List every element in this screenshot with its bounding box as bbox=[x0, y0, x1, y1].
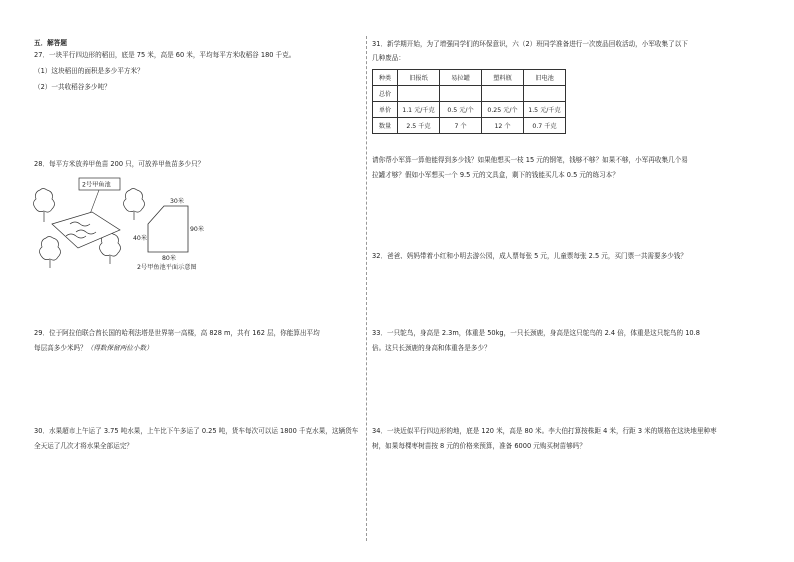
q30-line2: 全天运了几次才将水果全部运完？ bbox=[34, 442, 133, 450]
table-header-cell: 旧报纸 bbox=[398, 70, 440, 86]
q28-stem: 28．每平方米放养甲鱼苗 200 只，可放养甲鱼苗多少只？ bbox=[34, 160, 205, 168]
pond-plan-shape bbox=[148, 206, 188, 252]
tree-icon bbox=[34, 189, 55, 223]
pond-label: 2号甲鱼池 bbox=[82, 181, 111, 189]
column-divider bbox=[366, 36, 367, 541]
table-cell: 12 个 bbox=[482, 118, 524, 134]
table-row bbox=[373, 86, 566, 102]
table-row bbox=[373, 118, 566, 134]
table-row bbox=[373, 102, 566, 118]
dim-bottom: 80米 bbox=[162, 255, 177, 262]
q34-line2: 树，如果每棵枣树苗按 8 元的价格来预算，准备 6000 元购买树苗够吗？ bbox=[372, 442, 586, 450]
table-cell: 7 个 bbox=[440, 118, 482, 134]
q29-note: （得数保留两位小数） bbox=[86, 344, 153, 352]
table-cell: 0.7 千克 bbox=[524, 118, 566, 134]
waste-items-table bbox=[372, 69, 566, 134]
q29-line2: 每层高多少米吗？ bbox=[34, 344, 87, 352]
table-cell: 总价 bbox=[373, 86, 398, 102]
table-cell bbox=[524, 86, 566, 102]
q34-line1: 34．一块近似平行四边形的地，底是 120 米，高是 80 米。李大伯打算按株距 4 米，行距 3 米的规格在这块地里种枣 bbox=[372, 427, 717, 435]
dim-top: 30米 bbox=[170, 198, 185, 205]
figure-caption: 2号甲鱼池平面示意图 bbox=[137, 264, 197, 271]
q27-part1: （1）这块稻田的面积是多少平方米？ bbox=[34, 67, 144, 75]
table-header-cell: 种类 bbox=[373, 70, 398, 86]
q31-after1: 请你帮小军算一算他能得到多少钱？如果他想买一枝 15 元的钢笔，钱够不够？如果不够，小军再收集几个易 bbox=[372, 156, 688, 164]
q31-line2: 几种废品： bbox=[372, 54, 405, 62]
q27-stem: 27．一块平行四边形的稻田，底是 75 米，高是 60 米，平均每平方米收稻谷 180 千克。 bbox=[34, 51, 296, 59]
q27-part2: （2）一共收稻谷多少吨？ bbox=[34, 83, 111, 91]
dim-right: 90米 bbox=[190, 226, 205, 233]
q33-line1: 33．一只鸵鸟，身高是 2.3m，体重是 50kg，一只长颈鹿，身高是这只鸵鸟的 2.4 倍，体重是这只鸵鸟的 10.8 bbox=[372, 329, 700, 337]
table-cell: 0.5 元/个 bbox=[440, 102, 482, 118]
table-cell: 0.25 元/个 bbox=[482, 102, 524, 118]
q33-line2: 倍。这只长颈鹿的身高和体重各是多少？ bbox=[372, 344, 491, 352]
table-cell: 1.5 元/千克 bbox=[524, 102, 566, 118]
table-header-cell: 易拉罐 bbox=[440, 70, 482, 86]
q31-line1: 31．新学期开始，为了增强同学们的环保意识，六（2）班同学准备进行一次废品回收活动，小军收集了以下 bbox=[372, 40, 688, 48]
table-cell: 单价 bbox=[373, 102, 398, 118]
tree-icon bbox=[124, 189, 145, 221]
table-cell: 1.1 元/千克 bbox=[398, 102, 440, 118]
dim-left: 40米 bbox=[133, 235, 148, 242]
q32-line1: 32．爸爸、妈妈带着小红和小明去游公园，成人票每张 5 元，儿童票每张 2.5 元，买门票一共需要多少钱？ bbox=[372, 252, 687, 260]
table-cell bbox=[482, 86, 524, 102]
tree-icon bbox=[40, 237, 61, 269]
table-header-cell: 旧电池 bbox=[524, 70, 566, 86]
q30-line1: 30．水果超市上午运了 3.75 吨水果，上午比下午多运了 0.25 吨，货车每次可以运 1800 千克水果，这辆货车 bbox=[34, 427, 359, 435]
table-header-cell: 塑料瓶 bbox=[482, 70, 524, 86]
table-cell bbox=[440, 86, 482, 102]
q31-after2: 拉罐才够？假如小军想买一个 9.5 元的文具盒，剩下的钱能买几本 0.5 元的练习本？ bbox=[372, 171, 619, 179]
q29-line1: 29．位于阿拉伯联合酋长国的哈利法塔是世界第一高楼，高 828 m，共有 162 层，你能算出平均 bbox=[34, 329, 320, 337]
section-title: 五．解答题 bbox=[34, 39, 67, 47]
table-cell: 数量 bbox=[373, 118, 398, 134]
table-cell bbox=[398, 86, 440, 102]
table-header-row bbox=[373, 70, 566, 86]
q29-line2-wrap bbox=[34, 344, 153, 353]
table-cell: 2.5 千克 bbox=[398, 118, 440, 134]
q28-figure bbox=[30, 172, 220, 272]
